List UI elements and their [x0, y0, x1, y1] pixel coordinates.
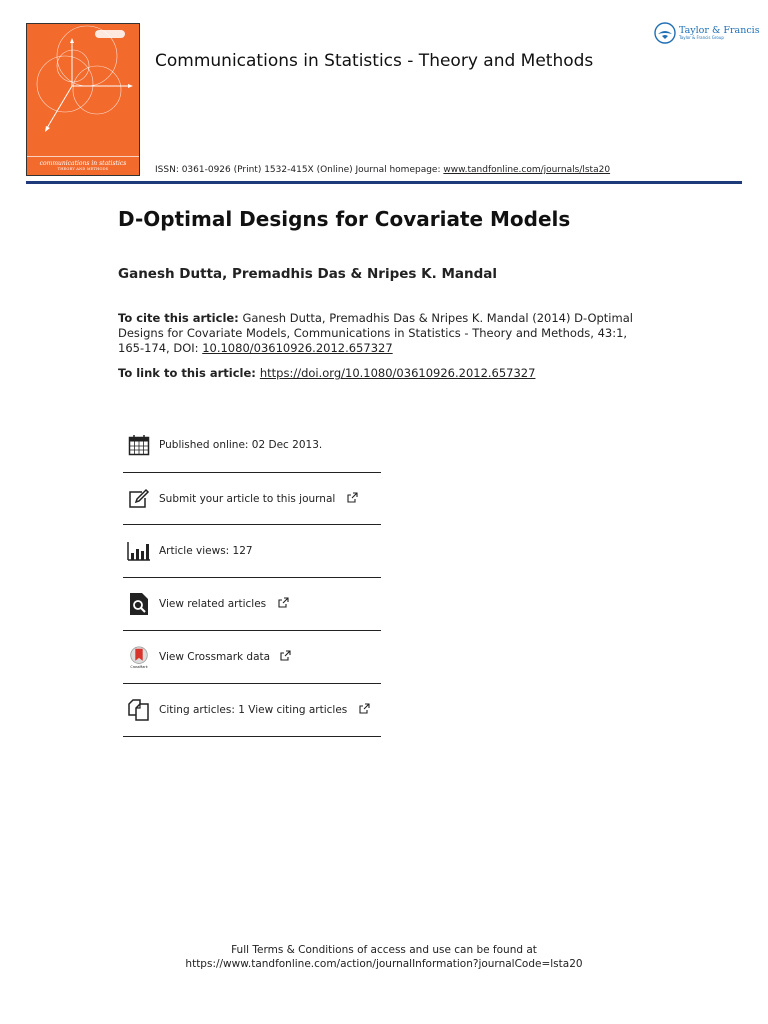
external-link-icon [347, 492, 358, 506]
article-authors: Ganesh Dutta, Premadhis Das & Nripes K. Mandal [118, 266, 497, 282]
header-divider [26, 181, 742, 184]
article-url-link[interactable]: https://doi.org/10.1080/03610926.2012.657327 [259, 366, 536, 380]
article-views: Article views: 127 [159, 545, 253, 557]
citation-block [118, 311, 638, 356]
citing-articles-link[interactable]: Citing articles: 1 View citing articles [159, 704, 348, 716]
taylor-francis-icon [654, 22, 676, 44]
cover-journal-subtitle: THEORY AND METHODS [57, 167, 109, 171]
publisher-group: Taylor & Francis Group [679, 35, 724, 41]
journal-title: Communications in Statistics - Theory and Methods [155, 51, 594, 71]
copy-documents-icon [127, 698, 151, 722]
footer-terms [0, 943, 768, 971]
publisher-name: Taylor & Francis [679, 24, 760, 36]
cover-journal-name: communications in statistics [39, 160, 127, 167]
edit-icon [127, 487, 151, 511]
published-date: Published online: 02 Dec 2013. [159, 439, 323, 451]
related-articles-row[interactable] [123, 578, 381, 631]
article-metadata-list [123, 418, 381, 737]
journal-homepage-link[interactable]: www.tandfonline.com/journals/lsta20 [443, 165, 611, 175]
link-label: To link to this article: [118, 366, 256, 380]
submit-article-row[interactable] [123, 473, 381, 525]
footer-terms-link[interactable]: https://www.tandfonline.com/action/journalInformation?journalCode=lsta20 [185, 958, 583, 970]
issn-line [155, 165, 610, 175]
document-search-icon [127, 592, 151, 616]
bar-chart-icon [127, 539, 151, 563]
crossmark-icon [127, 645, 151, 669]
journal-cover [26, 23, 140, 176]
issn-text: ISSN: 0361-0926 (Print) 1532-415X (Online) Journal homepage: [155, 165, 444, 175]
submit-article-link[interactable]: Submit your article to this journal [159, 492, 336, 505]
published-row [123, 418, 381, 473]
publisher-logo[interactable] [654, 22, 760, 44]
article-link-block [118, 366, 535, 380]
cite-label: To cite this article: [118, 311, 239, 325]
external-link-icon [278, 597, 289, 611]
article-title: D-Optimal Designs for Covariate Models [118, 207, 571, 231]
footer-line-1: Full Terms & Conditions of access and use can be found at [231, 944, 537, 956]
crossmark-link[interactable]: View Crossmark data [159, 651, 271, 663]
cover-graphic [27, 24, 140, 176]
external-link-icon [280, 650, 291, 664]
related-articles-link[interactable]: View related articles [159, 598, 267, 610]
article-views-row [123, 525, 381, 578]
cite-text: Ganesh Dutta, Premadhis Das & Nripes K. Mandal (2014) D-Optimal Designs for Covariate Models, Communications in Statistics - Theory and Methods, 43:1, 165-174, DOI: [118, 311, 633, 355]
calendar-icon [127, 433, 151, 457]
external-link-icon [359, 703, 370, 717]
doi-link[interactable]: 10.1080/03610926.2012.657327 [202, 341, 393, 355]
crossmark-row[interactable] [123, 631, 381, 684]
crossmark-icon-label: CrossMark [130, 665, 148, 670]
citing-articles-row[interactable] [123, 684, 381, 737]
